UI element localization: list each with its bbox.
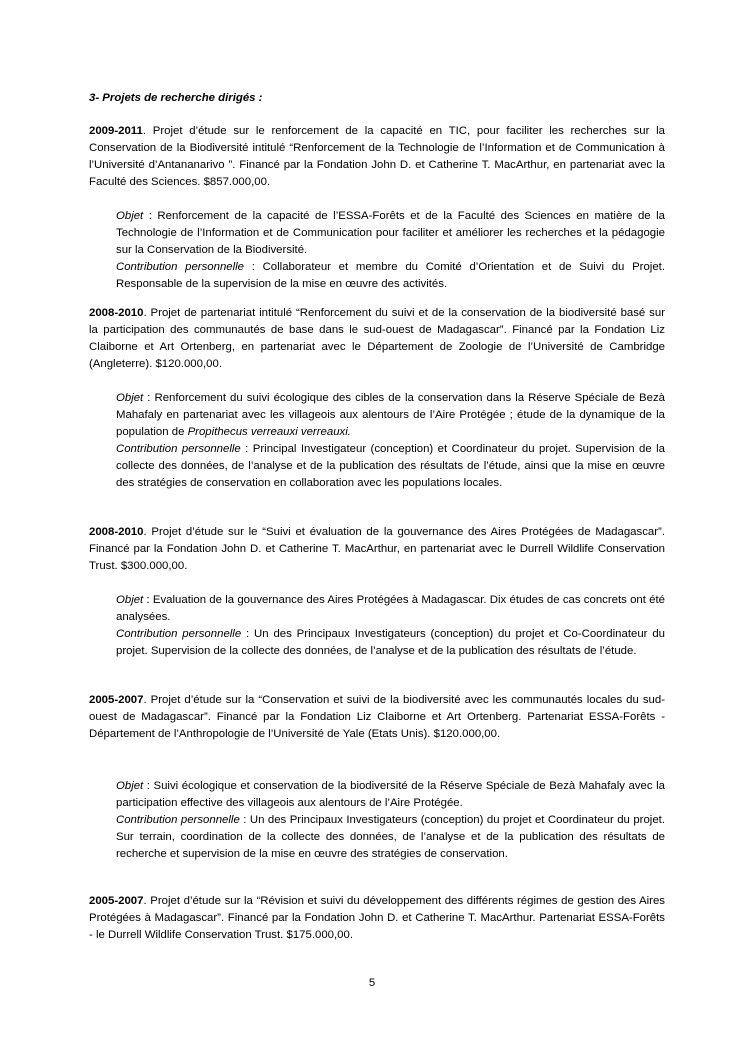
- contribution-label: Contribution personnelle: [116, 814, 240, 826]
- project-entry: [89, 524, 665, 575]
- project-description: . Projet d’étude sur la “Révision et suivi du développement des différents régimes de gestion des Aires Protégées à Madagascar”. Financé par la Fondation John D. et Catherine T. MacArthur. Partenariat ESSA-Forêts - le Durrell Wildlife Conservation Trust. $175.000,00.: [89, 895, 665, 941]
- project-years: 2008-2010: [89, 526, 144, 538]
- project-description: . Projet d’étude sur le “Suivi et évaluation de la gouvernance des Aires Protégées de Madagascar”. Financé par la Fondation John D. et Catherine T. MacArthur, en partenariat avec le Durrell Wildlife Conservation Trust. $300.000,00.: [89, 526, 665, 572]
- project-years: 2009-2011: [89, 125, 143, 137]
- project-entry: [89, 692, 665, 743]
- objective-label: Objet: [116, 210, 144, 222]
- project-details: [116, 390, 665, 492]
- contribution-text: : Un des Principaux Investigateurs (conception) du projet et Co-Coordinateur du projet. Supervision de la collecte des données, de l’analyse et de la publication des résultats de l’étude.: [116, 628, 665, 657]
- project-years: 2008-2010: [89, 307, 144, 319]
- project-contribution: [116, 812, 665, 863]
- project-details: [116, 208, 665, 293]
- project-entry: [89, 893, 665, 944]
- contribution-text: : Principal Investigateur (conception) et Coordinateur du projet. Supervision de la collecte des données, de l’analyse et de la publication des résultats de l’étude, ainsi que la mise en œuvre des stratégies de conservation en collaboration avec les populations locales.: [116, 443, 665, 489]
- project-objective: [116, 208, 665, 259]
- project-years: 2005-2007: [89, 694, 144, 706]
- species-name: Propithecus verreauxi verreauxi.: [187, 426, 351, 438]
- contribution-label: Contribution personnelle: [116, 443, 241, 455]
- objective-text: : Evaluation de la gouvernance des Aires Protégées à Madagascar. Dix études de cas concrets ont été analysées.: [116, 594, 665, 623]
- section-heading: 3- Projets de recherche dirigés :: [89, 92, 263, 104]
- project-years: 2005-2007: [89, 895, 144, 907]
- project-description: . Projet de partenariat intitulé “Renforcement du suivi et de la conservation de la biodiversité basé sur la participation des communautés de base dans le sud-ouest de Madagascar”. Financé par la Fondation Liz Claiborne et Art Ortenberg, en partenariat avec le Département de Zoologie de l’Université de Cambridge (Angleterre). $120.000,00.: [89, 307, 665, 370]
- objective-text: : Renforcement de la capacité de l’ESSA-Forêts et de la Faculté des Sciences en matière de la Technologie de l’Information et de Communication pour faciliter et améliorer les recherches et la pédagogie sur la Conservation de la Biodiversité.: [116, 210, 665, 256]
- objective-text: : Suivi écologique et conservation de la biodiversité de la Réserve Spéciale de Bezà Mahafaly avec la participation effective des villageois aux alentours de l’Aire Protégée.: [116, 780, 665, 809]
- contribution-text: : Collaborateur et membre du Comité d’Orientation et de Suivi du Projet. Responsable de la supervision de la mise en œuvre des activités.: [116, 261, 665, 290]
- contribution-label: Contribution personnelle: [116, 261, 245, 273]
- objective-label: Objet: [116, 780, 144, 792]
- objective-label: Objet: [116, 594, 144, 606]
- project-objective: [116, 592, 665, 626]
- project-contribution: [116, 441, 665, 492]
- project-objective: [116, 390, 665, 441]
- page-number: 5: [368, 977, 376, 989]
- project-description: . Projet d’étude sur le renforcement de la capacité en TIC, pour faciliter les recherches sur la Conservation de la Biodiversité intitulé “Renforcement de la Technologie de l’Information et de Communication à l’Université d’Antananarivo ”. Financé par la Fondation John D. et Catherine T. MacArthur, en partenariat avec la Faculté des Sciences. $857.000,00.: [89, 125, 665, 188]
- project-description: . Projet d’étude sur la “Conservation et suivi de la biodiversité avec les communautés locales du sud-ouest de Madagascar”. Financé par la Fondation Liz Claiborne et Art Ortenberg. Partenariat ESSA-Forêts - Département de l’Anthropologie de l’Université de Yale (Etats Unis). $120.000,00.: [89, 694, 665, 740]
- objective-text: : Renforcement du suivi écologique des cibles de la conservation dans la Réserve Spéciale de Bezà Mahafaly en partenariat avec les villageois aux alentours de l’Aire Protégée ; étude de la dynamique de la population de: [116, 392, 665, 438]
- contribution-label: Contribution personnelle: [116, 628, 242, 640]
- contribution-text: : Un des Principaux Investigateurs (conception) du projet et Coordinateur du projet. Sur terrain, coordination de la collecte des données, de l’analyse et de la publication des résultats de recherche et supervision de la mise en œuvre des stratégies de conservation.: [116, 814, 666, 860]
- project-entry: [89, 123, 665, 191]
- project-details: [116, 592, 665, 660]
- objective-label: Objet: [116, 392, 144, 404]
- project-contribution: [116, 626, 665, 660]
- project-objective: [116, 778, 665, 812]
- project-contribution: [116, 259, 665, 293]
- project-entry: [89, 305, 665, 373]
- project-details: [116, 778, 665, 863]
